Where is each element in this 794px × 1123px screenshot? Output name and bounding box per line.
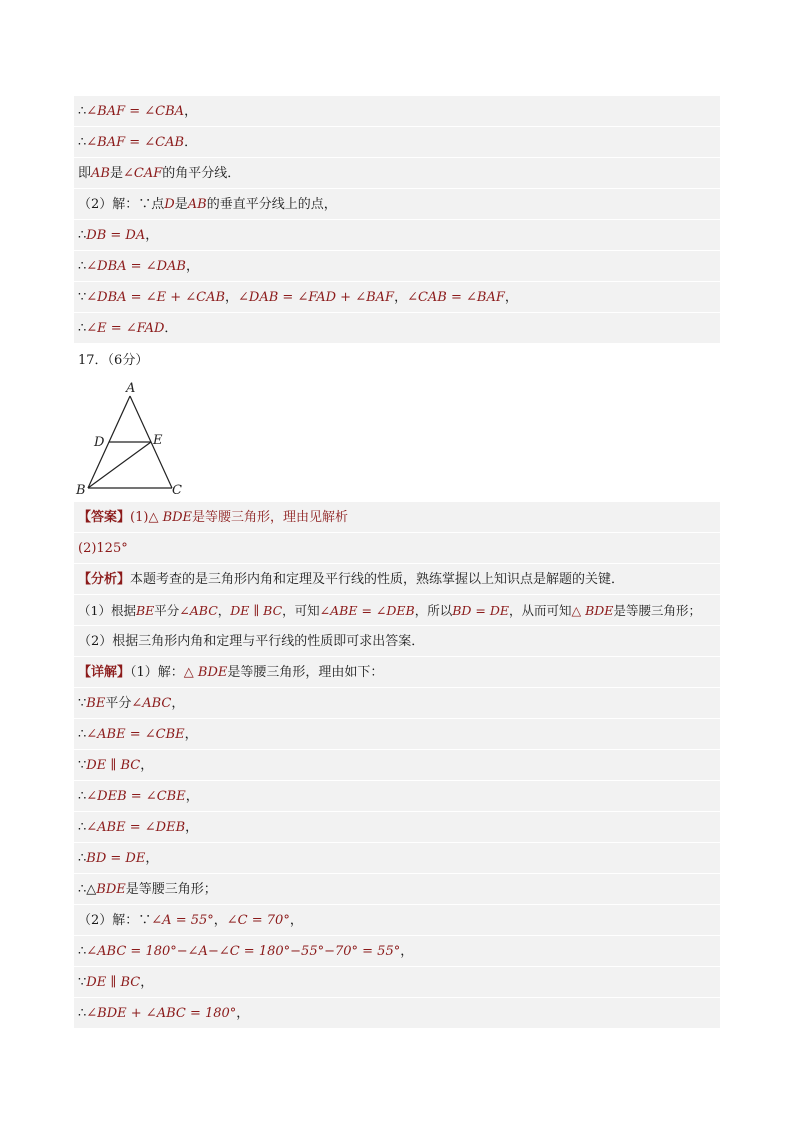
- answer-line-2: (2)125°: [74, 533, 720, 564]
- step-line: ∵BE平分∠ABC，: [74, 688, 720, 719]
- question-number: 17．: [78, 353, 108, 368]
- analysis-line-1: （1）根据BE平分∠ABC，DE ∥ BC，可知∠ABE = ∠DEB，所以BD = DE，从而可知△ BDE是等腰三角形；: [74, 595, 720, 626]
- label-a: A: [126, 381, 136, 396]
- solution-line: ∵∠DBA = ∠E + ∠CAB，∠DAB = ∠FAD + ∠BAF，∠CAB = ∠BAF，: [74, 282, 720, 313]
- label-c: C: [172, 483, 182, 498]
- solution-line: ∴∠E = ∠FAD．: [74, 313, 720, 344]
- solution-line: 即AB是∠CAF的角平分线．: [74, 158, 720, 189]
- detail-tag: 【详解】: [78, 665, 131, 680]
- step-line: （2）解：∵∠A = 55°，∠C = 70°，: [74, 905, 720, 936]
- triangle-figure: [74, 378, 194, 498]
- step-line: ∵DE ∥ BC，: [74, 750, 720, 781]
- question-header: [78, 350, 148, 372]
- step-line: ∴BD = DE，: [74, 843, 720, 874]
- detail-line: 【详解】（1）解：△ BDE是等腰三角形，理由如下：: [74, 657, 720, 688]
- label-d: D: [94, 435, 105, 450]
- solution-line: ∴∠DBA = ∠DAB，: [74, 251, 720, 282]
- step-line: ∴∠ABC = 180°−∠A−∠C = 180°−55°−70° = 55°，: [74, 936, 720, 967]
- step-line: ∴∠BDE + ∠ABC = 180°，: [74, 998, 720, 1029]
- label-e: E: [153, 433, 163, 448]
- analysis-line: 【分析】本题考查的是三角形内角和定理及平行线的性质，熟练掌握以上知识点是解题的关键．: [74, 564, 720, 595]
- label-b: B: [76, 483, 86, 498]
- step-line: ∴△BDE是等腰三角形；: [74, 874, 720, 905]
- analysis-line-2: （2）根据三角形内角和定理与平行线的性质即可求出答案．: [74, 626, 720, 657]
- step-line: ∴∠ABE = ∠CBE，: [74, 719, 720, 750]
- solution-line: ∴∠BAF = ∠CAB．: [74, 127, 720, 158]
- solution-line: （2）解：∵点D是AB的垂直平分线上的点，: [74, 189, 720, 220]
- answer-line: 【答案】(1)△ BDE是等腰三角形，理由见解析: [74, 502, 720, 533]
- solution-line: ∴DB = DA，: [74, 220, 720, 251]
- solution-block-q16: [74, 96, 720, 344]
- analysis-tag: 【分析】: [78, 572, 131, 587]
- solution-line: ∴∠BAF = ∠CBA，: [74, 96, 720, 127]
- solution-block-q17: [74, 502, 720, 1029]
- step-line: ∴∠DEB = ∠CBE，: [74, 781, 720, 812]
- question-score: （6分）: [107, 353, 149, 368]
- step-line: ∴∠ABE = ∠DEB，: [74, 812, 720, 843]
- answer-tag: 【答案】: [78, 510, 131, 525]
- triangle-diagram: [74, 378, 194, 498]
- step-line: ∵DE ∥ BC，: [74, 967, 720, 998]
